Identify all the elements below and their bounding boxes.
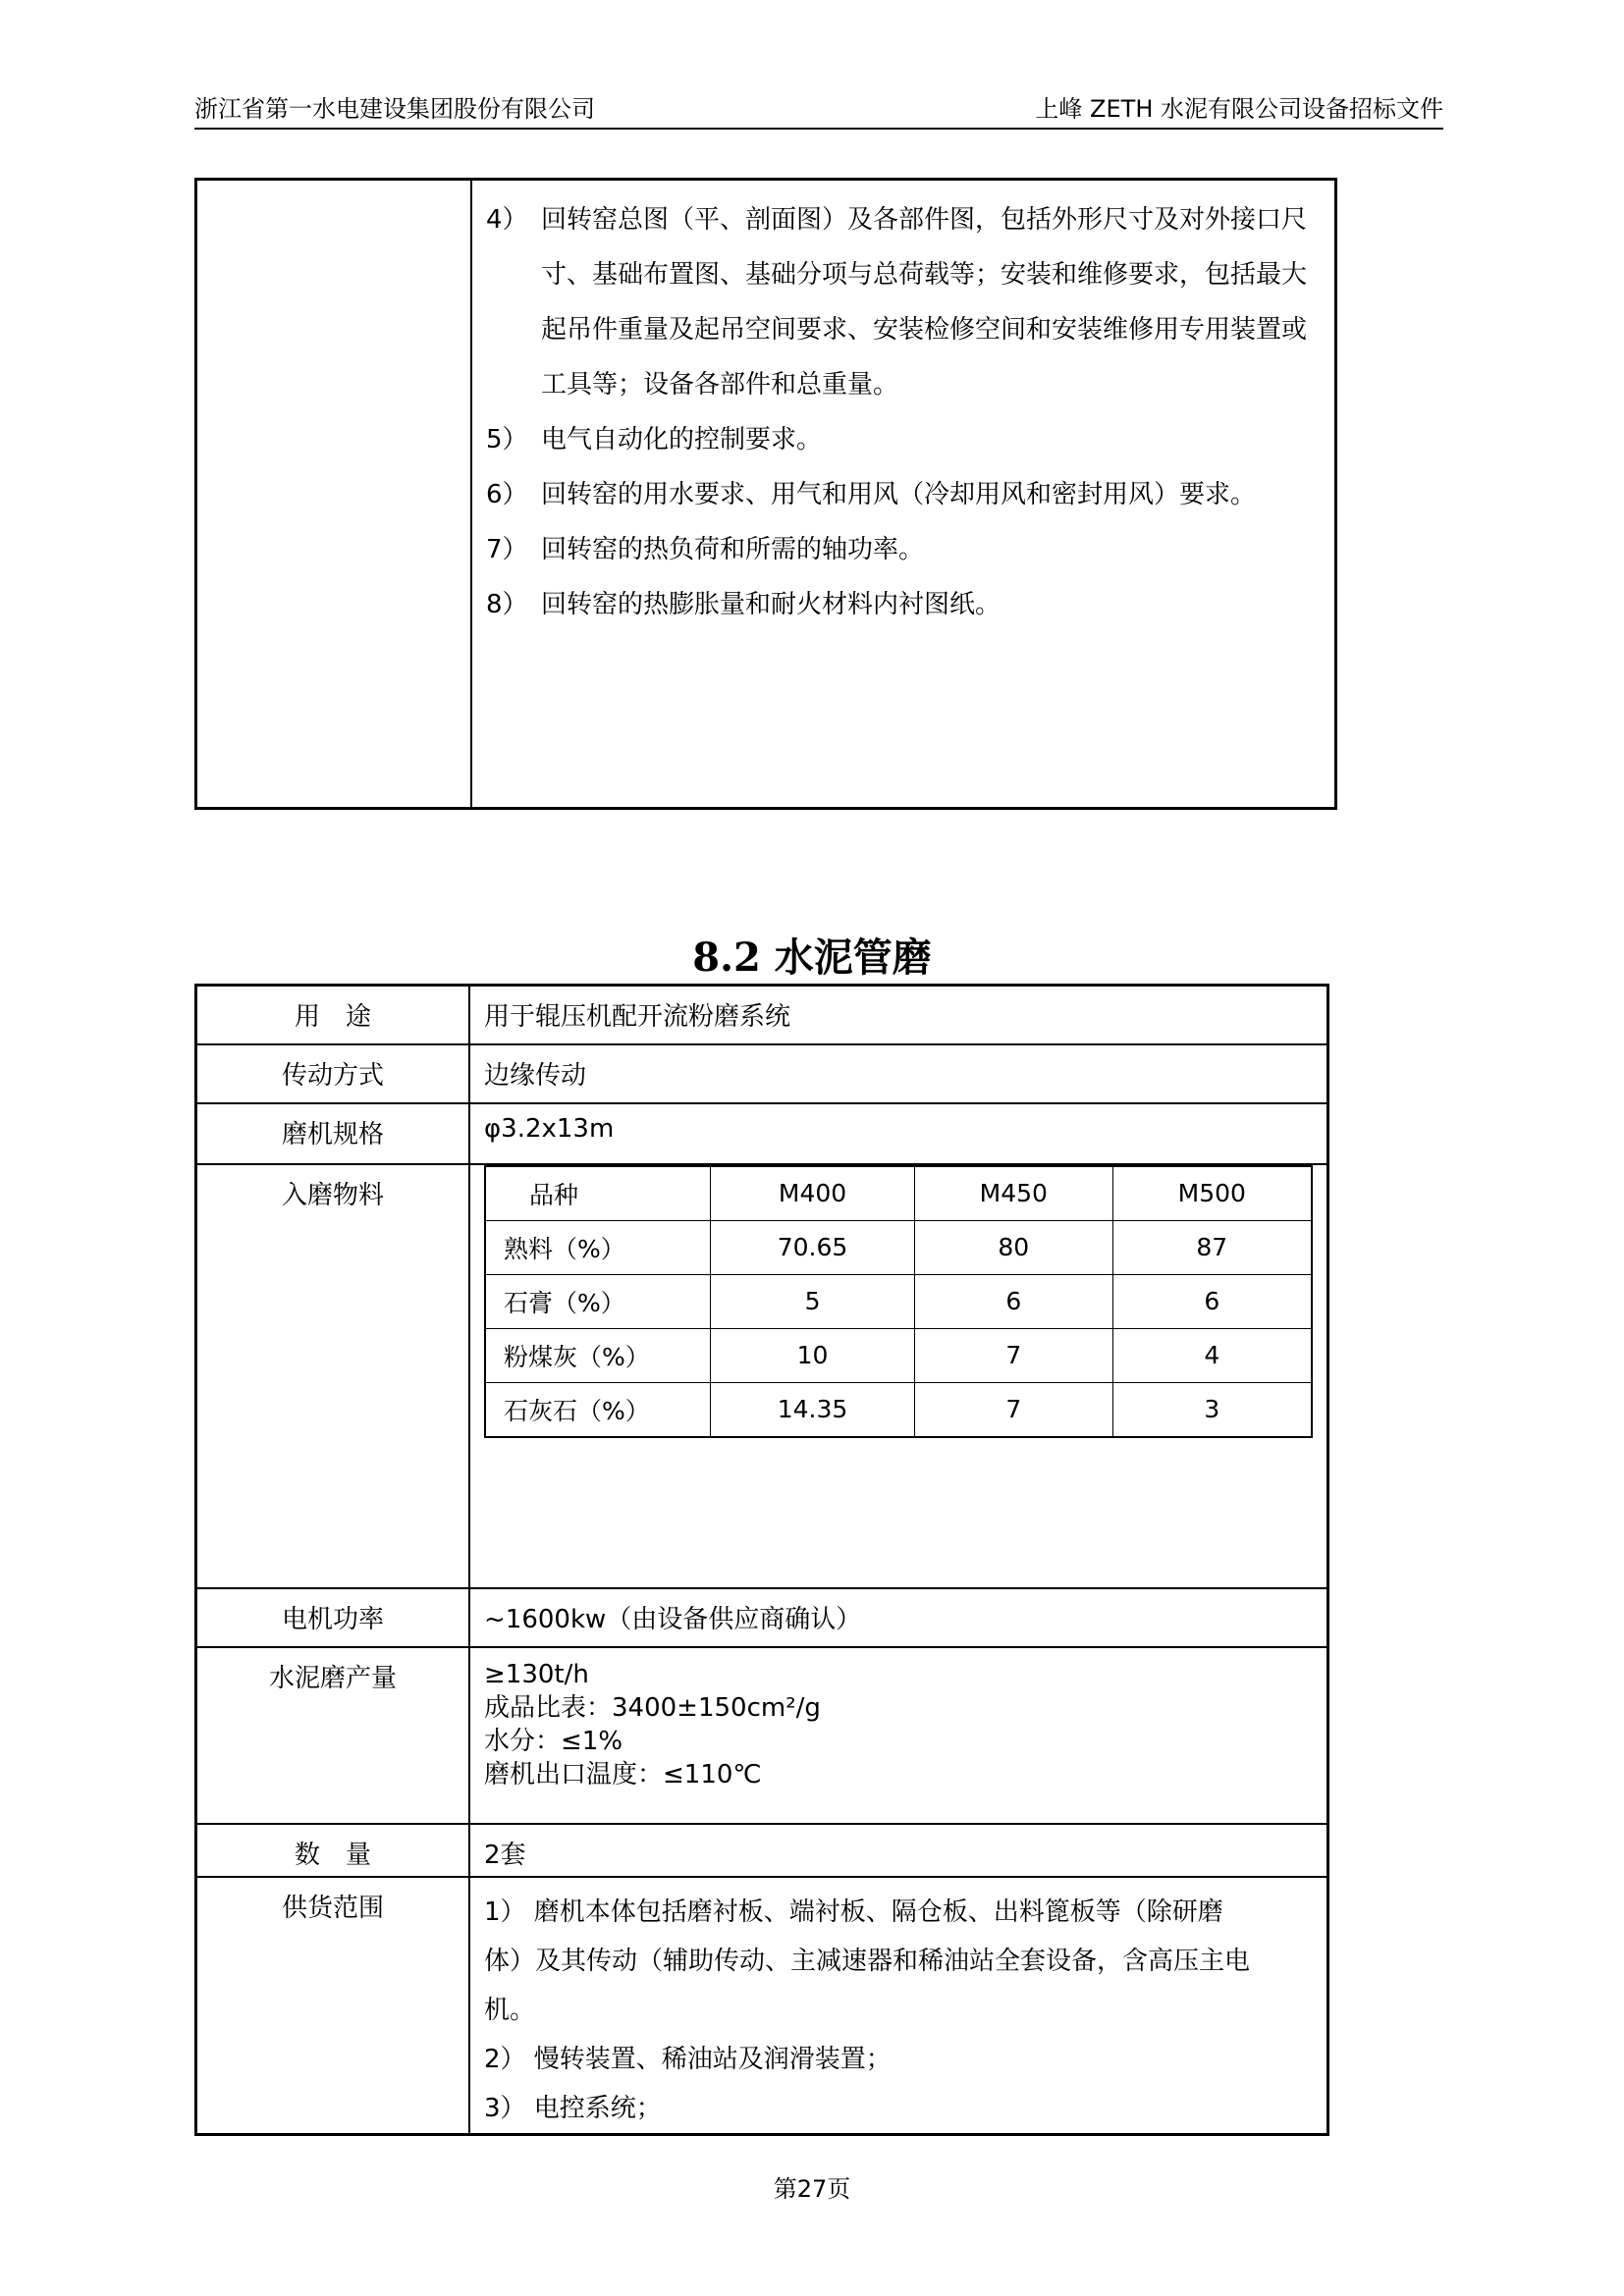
row-label: 熟料（%） — [485, 1220, 711, 1274]
continued-requirements-table — [194, 178, 1337, 810]
list-item — [486, 192, 1321, 412]
output-line: ≥130t/h — [484, 1659, 589, 1689]
item-number: 8） — [486, 590, 528, 619]
row-label: 石膏（%） — [485, 1274, 711, 1328]
output-line: 磨机出口温度：≤110℃ — [484, 1759, 762, 1789]
item-text: 回转窑的热负荷和所需的轴功率。 — [541, 535, 925, 564]
list-item — [486, 467, 1321, 522]
mill-spec-value: φ3.2x13m — [469, 1103, 1328, 1164]
list-item — [486, 412, 1321, 467]
output-line: 水分：≤1% — [484, 1726, 623, 1756]
page-header — [194, 90, 1443, 130]
item-text: 回转窑总图（平、剖面图）及各部件图，包括外形尺寸及对外接口尺寸、基础布置图、基础分项与总荷载等；安装和维修要求，包括最大起吊件重量及起吊空间要求、安装检修空间和安装维修用专用装置或工具等；设备各部件和总重量。 — [541, 205, 1308, 400]
item-number: 7） — [486, 535, 528, 564]
use-label: 用 途 — [196, 986, 470, 1044]
output-value — [469, 1647, 1328, 1824]
material-label: 入磨物料 — [196, 1164, 470, 1588]
item-number: 4） — [486, 205, 528, 235]
table-cell: 6 — [915, 1274, 1113, 1328]
row-label: 粉煤灰（%） — [485, 1328, 711, 1382]
page-number: 第27页 — [773, 2175, 851, 2203]
table-cell: 7 — [915, 1328, 1113, 1382]
mill-spec-label: 磨机规格 — [196, 1103, 470, 1164]
requirements-cell — [471, 180, 1336, 809]
supply-line: 2） 慢转装置、稀油站及润滑装置； — [484, 2044, 892, 2074]
table-row — [485, 1274, 1312, 1328]
supply-label: 供货范围 — [196, 1877, 470, 2135]
item-number: 6） — [486, 480, 528, 509]
header-cell: 品种 — [485, 1166, 711, 1221]
material-cell — [469, 1164, 1328, 1588]
material-ratio-table — [484, 1165, 1313, 1438]
list-item — [486, 577, 1321, 632]
table-cell: 14.35 — [711, 1382, 915, 1437]
header-cell: M400 — [711, 1166, 915, 1221]
output-line: 成品比表：3400±150cm²/g — [484, 1692, 821, 1723]
use-value: 用于辊压机配开流粉磨系统 — [469, 986, 1328, 1044]
item-text: 回转窑的热膨胀量和耐火材料内衬图纸。 — [541, 590, 1001, 619]
quantity-value: 2套 — [469, 1824, 1328, 1877]
header-cell: M500 — [1112, 1166, 1312, 1221]
table-row — [485, 1328, 1312, 1382]
table-header-row — [485, 1166, 1312, 1221]
item-text: 电气自动化的控制要求。 — [541, 425, 823, 454]
table-row — [485, 1220, 1312, 1274]
motor-label: 电机功率 — [196, 1588, 470, 1647]
header-company: 浙江省第一水电建设集团股份有限公司 — [194, 95, 595, 123]
list-item — [486, 522, 1321, 577]
table-cell: 87 — [1112, 1220, 1312, 1274]
row-label: 石灰石（%） — [485, 1382, 711, 1437]
quantity-label: 数 量 — [196, 1824, 470, 1877]
table-cell: 70.65 — [711, 1220, 915, 1274]
supply-line: 3） 电控系统； — [484, 2093, 662, 2123]
table-row — [485, 1382, 1312, 1437]
header-cell: M450 — [915, 1166, 1113, 1221]
empty-label-cell — [196, 180, 472, 809]
supply-line: 机。 — [484, 1995, 536, 2025]
output-label: 水泥磨产量 — [196, 1647, 470, 1824]
cement-mill-spec-table — [194, 984, 1329, 2136]
table-cell: 6 — [1112, 1274, 1312, 1328]
table-cell: 4 — [1112, 1328, 1312, 1382]
item-text: 回转窑的用水要求、用气和用风（冷却用风和密封用风）要求。 — [541, 480, 1257, 509]
table-cell: 3 — [1112, 1382, 1312, 1437]
table-cell: 80 — [915, 1220, 1113, 1274]
supply-value — [469, 1877, 1328, 2135]
section-title: 8.2 水泥管磨 — [692, 934, 932, 981]
supply-line: 体）及其传动（辅助传动、主减速器和稀油站全套设备，含高压主电 — [484, 1946, 1251, 1976]
drive-value: 边缘传动 — [469, 1044, 1328, 1103]
table-cell: 7 — [915, 1382, 1113, 1437]
supply-line: 1） 磨机本体包括磨衬板、端衬板、隔仓板、出料篦板等（除研磨 — [484, 1896, 1223, 1927]
drive-label: 传动方式 — [196, 1044, 470, 1103]
table-cell: 10 — [711, 1328, 915, 1382]
header-doc-title: 上峰 ZETH 水泥有限公司设备招标文件 — [1035, 95, 1443, 123]
motor-value: ~1600kw（由设备供应商确认） — [469, 1588, 1328, 1647]
item-number: 5） — [486, 425, 528, 454]
table-cell: 5 — [711, 1274, 915, 1328]
